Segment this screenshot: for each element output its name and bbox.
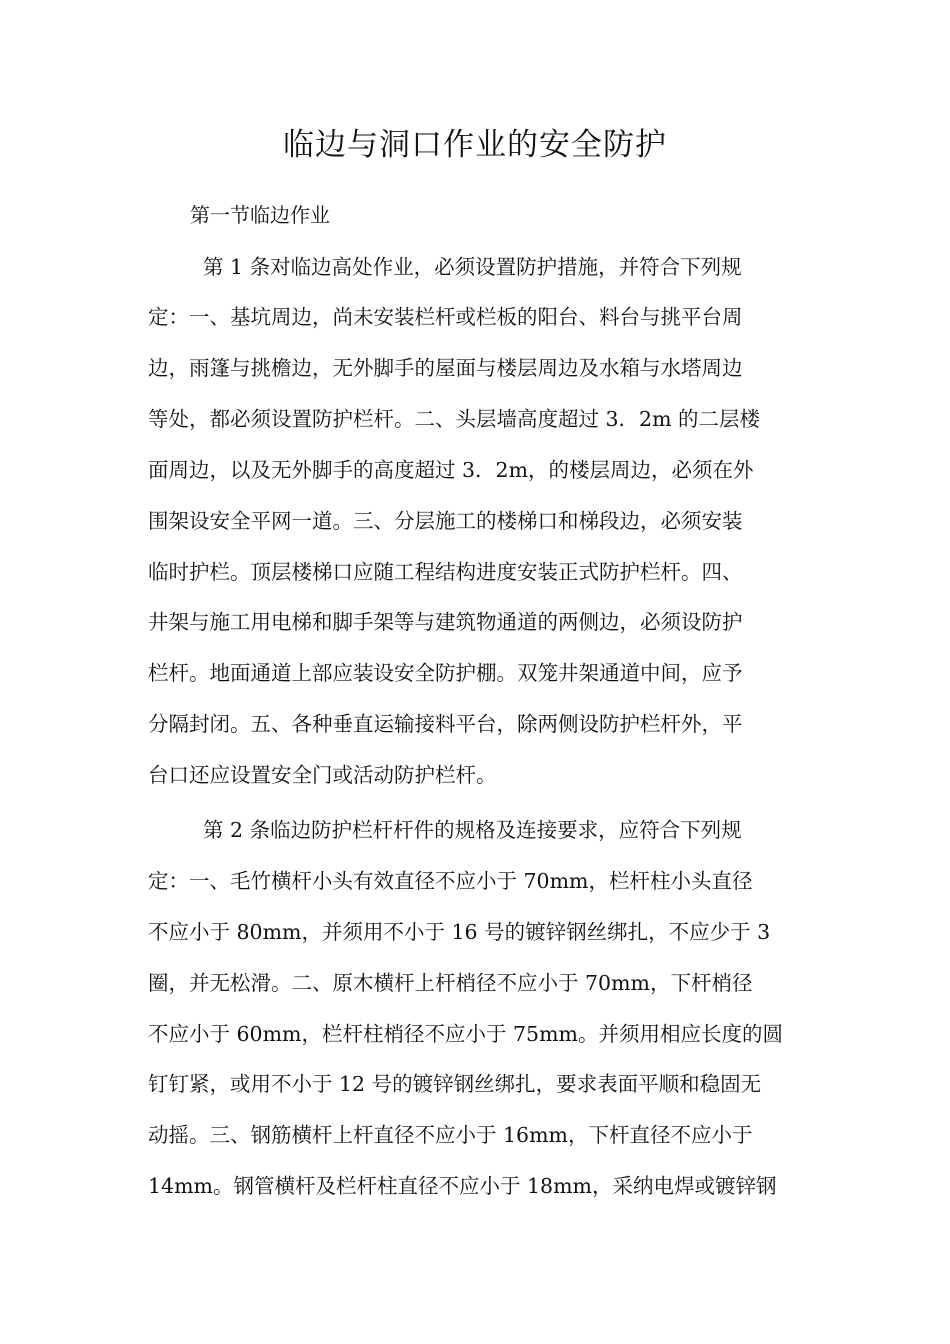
paragraph-line: 钉钉紧，或用不小于 12 号的镀锌钢丝绑扎，要求表面平顺和稳固无 — [148, 1072, 762, 1096]
paragraph-line: 面周边，以及无外脚手的高度超过 3．2m，的楼层周边，必须在外 — [148, 458, 754, 482]
paragraph-line: 定：一、毛竹横杆小头有效直径不应小于 70mm，栏杆柱小头直径 — [148, 869, 753, 893]
paragraph-line: 栏杆。地面通道上部应装设安全防护棚。双笼井架通道中间，应予 — [148, 661, 743, 685]
paragraph-line: 等处，都必须设置防护栏杆。二、头层墙高度超过 3．2m 的二层楼 — [148, 407, 761, 431]
paragraph-line: 边，雨篷与挑檐边，无外脚手的屋面与楼层周边及水箱与水塔周边 — [148, 356, 743, 380]
paragraph-line: 第 1 条对临边高处作业，必须设置防护措施，并符合下列规 — [203, 255, 742, 279]
paragraph-line: 圈，并无松滑。二、原木横杆上杆梢径不应小于 70mm，下杆梢径 — [148, 971, 753, 995]
paragraph-line: 动摇。三、钢筋横杆上杆直径不应小于 16mm，下杆直径不应小于 — [148, 1123, 753, 1147]
paragraph-line: 分隔封闭。五、各种垂直运输接料平台，除两侧设防护栏杆外，平 — [148, 712, 743, 736]
paragraph-line: 定：一、基坑周边，尚未安装栏杆或栏板的阳台、料台与挑平台周 — [148, 305, 743, 329]
section-heading: 第一节临边作业 — [190, 203, 330, 227]
paragraph-line: 14mm。钢管横杆及栏杆柱直径不应小于 18mm，采纳电焊或镀锌钢 — [148, 1174, 777, 1198]
paragraph-line: 围架设安全平网一道。三、分层施工的楼梯口和梯段边，必须安装 — [148, 509, 743, 533]
paragraph-line: 井架与施工用电梯和脚手架等与建筑物通道的两侧边，必须设防护 — [148, 610, 743, 634]
paragraph-line: 第 2 条临边防护栏杆杆件的规格及连接要求，应符合下列规 — [203, 818, 742, 842]
paragraph-line: 台口还应设置安全门或活动防护栏杆。 — [148, 763, 497, 787]
paragraph-line: 临时护栏。顶层楼梯口应随工程结构进度安装正式防护栏杆。四、 — [148, 560, 743, 584]
document-title: 临边与洞口作业的安全防护 — [283, 127, 667, 163]
paragraph-line: 不应小于 60mm，栏杆柱梢径不应小于 75mm。并须用相应长度的圆 — [148, 1022, 783, 1046]
paragraph-line: 不应小于 80mm，并须用不小于 16 号的镀锌钢丝绑扎，不应少于 3 — [148, 920, 771, 944]
